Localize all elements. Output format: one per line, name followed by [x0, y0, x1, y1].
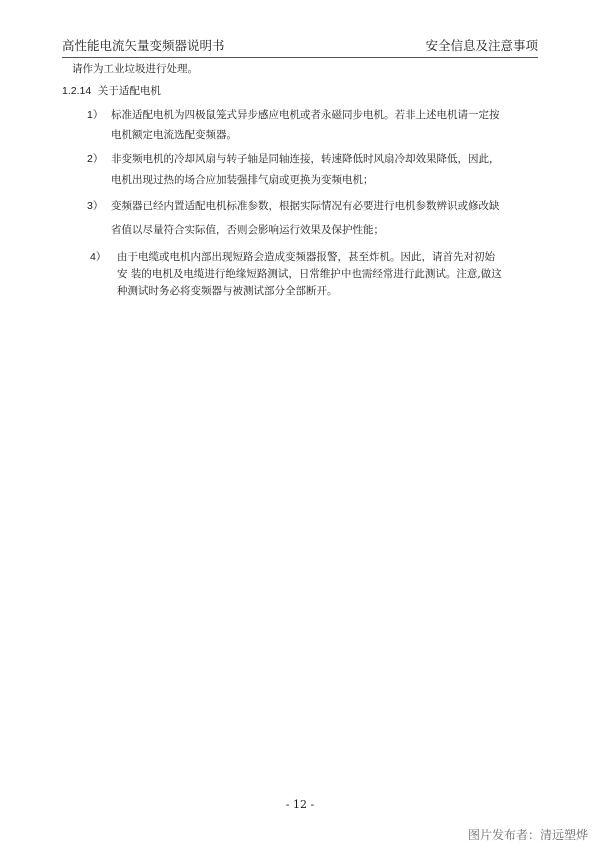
intro-line: 请作为工业垃圾进行处理。: [72, 63, 198, 75]
page-number: - 12 -: [285, 798, 315, 811]
list-item-line: 非变频电机的冷却风扇与转子轴是同轴连接，转速降低时风扇冷却效果降低，因此，: [111, 153, 500, 165]
list-item-line: 种测试时务必将变频器与被测试部分全部断开。: [117, 285, 338, 297]
list-item-line: 省值以尽量符合实际值，否则会影响运行效果及保护性能；: [111, 224, 384, 236]
section-heading: [62, 83, 161, 99]
list-marker: 4）: [90, 251, 107, 263]
list-marker: 2）: [87, 153, 104, 165]
section-number: 1.2.14: [62, 85, 92, 97]
section-title: 关于适配电机: [97, 85, 161, 97]
list-item-line: 由于电缆或电机内部出现短路会造成变频器报警，甚至炸机。因此，请首先对初始: [117, 251, 495, 263]
document-title: 高性能电流矢量变频器说明书: [62, 38, 225, 53]
list-marker: 1）: [87, 109, 104, 121]
list-item-line: 电机额定电流选配变频器。: [111, 129, 237, 141]
chapter-title: 安全信息及注意事项: [425, 38, 538, 53]
list-item-line: 标准适配电机为四极鼠笼式异步感应电机或者永磁同步电机。若非上述电机请一定按: [111, 109, 500, 121]
publisher-watermark: 图片发布者：清远塑烨: [467, 828, 588, 842]
header-divider: [62, 57, 538, 58]
list-item-line: 电机出现过热的场合应加装强排气扇或更换为变频电机；: [111, 174, 374, 186]
list-item-line: 安 装的电机及电缆进行绝缘短路测试，日常维护中也需经常进行此测试。注意,做这: [117, 268, 502, 280]
list-marker: 3）: [87, 200, 104, 212]
list-item-line: 变频器已经内置适配电机标准参数，根据实际情况有必要进行电机参数辨识或修改缺: [111, 200, 500, 212]
page-header: [62, 36, 538, 56]
